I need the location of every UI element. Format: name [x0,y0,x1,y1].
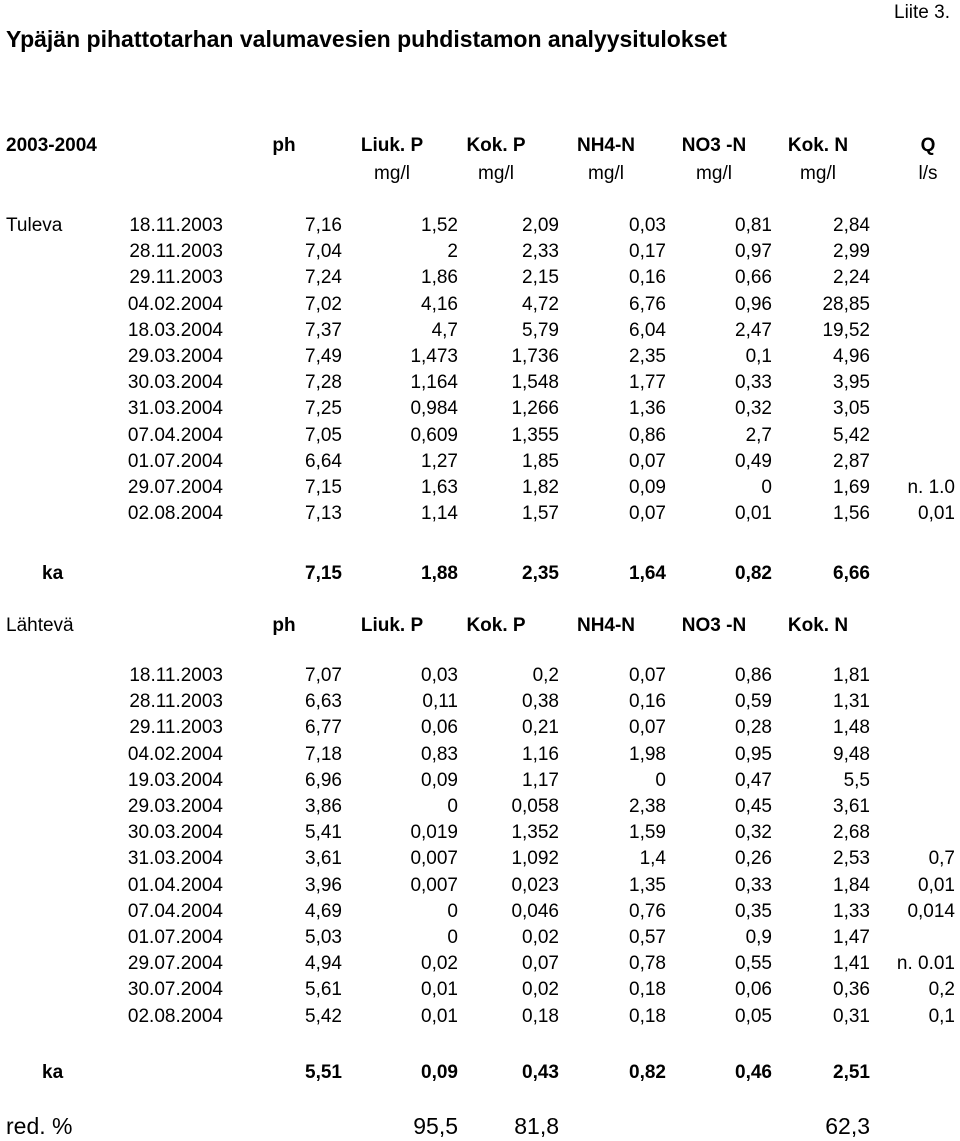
tuleva-cell-no3: 0,32 [735,398,772,420]
lahteva-cell-ph: 4,94 [305,953,342,975]
tuleva-cell-ph: 7,04 [305,241,342,263]
lahteva-cell-kok_p: 0,023 [511,874,559,896]
lahteva-cell-kok_n: 1,41 [833,953,870,975]
lahteva-cell-kok_p: 0,38 [522,691,559,713]
unit-label: l/s [918,163,938,184]
lahteva-column-header: ph [272,615,296,636]
tuleva-date: 31.03.2004 [127,398,223,420]
tuleva-cell-kok_n: 1,69 [833,477,870,498]
lahteva-cell-ph: 6,63 [305,691,342,713]
lahteva-cell-ph: 6,96 [305,769,342,791]
lahteva-cell-liuk_p: 0,11 [422,691,458,713]
lahteva-cell-kok_p: 1,092 [511,848,559,870]
column-header: Kok. P [466,135,526,156]
tuleva-date: 28.11.2003 [129,241,223,263]
tuleva-date: 04.02.2004 [127,293,223,315]
lahteva-cell-no3: 0,95 [735,743,772,765]
lahteva-ka-kok_p: 0,43 [522,1062,559,1083]
lahteva-cell-kok_p: 0,2 [532,665,559,686]
lahteva-date: 29.03.2004 [127,796,223,817]
tuleva-cell-no3: 2,7 [745,424,772,446]
lahteva-cell-q: 0,2 [928,979,955,1001]
lahteva-cell-liuk_p: 0,007 [410,848,458,870]
tuleva-cell-q: 0,01 [918,503,955,525]
lahteva-cell-kok_n: 1,81 [833,665,870,686]
unit-label: mg/l [374,163,410,184]
tuleva-cell-kok_p: 1,548 [511,372,559,394]
tuleva-cell-liuk_p: 1,27 [421,450,458,472]
tuleva-date: 18.03.2004 [127,319,223,341]
tuleva-cell-ph: 7,13 [305,503,342,525]
tuleva-date: 01.07.2004 [127,450,223,472]
tuleva-cell-liuk_p: 0,609 [410,424,458,446]
lahteva-cell-kok_p: 0,07 [522,953,559,975]
lahteva-cell-no3: 0,32 [735,822,772,844]
tuleva-cell-liuk_p: 4,16 [421,293,458,315]
tuleva-cell-nh4: 0,16 [629,267,666,289]
lahteva-cell-kok_n: 5,5 [843,769,870,791]
lahteva-cell-nh4: 0,57 [629,927,666,948]
lahteva-cell-no3: 0,9 [745,927,772,948]
lahteva-cell-q: n. 0.01 [896,953,955,975]
tuleva-cell-kok_p: 1,736 [511,346,559,367]
tuleva-cell-kok_p: 2,15 [522,267,559,289]
tuleva-date: 29.07.2004 [127,477,223,498]
tuleva-cell-no3: 0,66 [735,267,772,289]
lahteva-ka-ph: 5,51 [305,1062,342,1083]
tuleva-cell-nh4: 0,07 [629,450,666,472]
lahteva-cell-liuk_p: 0,007 [410,874,458,896]
tuleva-cell-kok_p: 1,266 [511,398,559,420]
lahteva-cell-liuk_p: 0,019 [410,822,458,844]
lahteva-cell-kok_p: 0,02 [522,979,559,1001]
tuleva-cell-ph: 7,05 [305,424,342,446]
lahteva-date: 28.11.2003 [129,691,223,713]
lahteva-cell-liuk_p: 0 [447,927,458,948]
lahteva-cell-ph: 3,61 [305,848,342,870]
unit-label: mg/l [800,163,836,184]
tuleva-cell-nh4: 0,17 [629,241,666,263]
lahteva-cell-q: 0,01 [918,874,955,896]
tuleva-cell-kok_n: 28,85 [822,293,870,315]
lahteva-cell-liuk_p: 0 [447,900,458,922]
column-header: ph [272,135,296,156]
tuleva-ka-nh4: 1,64 [629,563,666,584]
ka-label: ka [42,563,64,584]
tuleva-cell-kok_p: 5,79 [522,319,559,341]
lahteva-cell-no3: 0,47 [735,769,772,791]
tuleva-cell-liuk_p: 1,52 [421,215,458,236]
tuleva-cell-no3: 0 [761,477,772,498]
column-header: NO3 -N [681,135,747,156]
lahteva-cell-no3: 0,59 [735,691,772,713]
lahteva-cell-kok_n: 3,61 [833,796,870,817]
lahteva-cell-no3: 0,05 [735,1005,772,1027]
column-header: Q [920,135,936,156]
tuleva-cell-kok_n: 4,96 [833,346,870,367]
lahteva-cell-ph: 5,41 [305,822,342,844]
tuleva-cell-q: n. 1.0 [907,477,955,498]
red-liuk_p: 95,5 [413,1113,458,1139]
lahteva-column-header: NO3 -N [681,615,747,636]
lahteva-cell-nh4: 0,76 [629,900,666,922]
tuleva-date: 29.03.2004 [127,346,223,367]
tuleva-cell-kok_n: 19,52 [822,319,870,341]
tuleva-cell-ph: 7,15 [305,477,342,498]
column-header: NH4-N [576,135,636,156]
tuleva-cell-liuk_p: 1,63 [421,477,458,498]
tuleva-ka-no3: 0,82 [735,563,772,584]
tuleva-cell-kok_p: 1,355 [511,424,559,446]
tuleva-cell-nh4: 2,35 [629,346,666,367]
lahteva-date: 29.11.2003 [129,717,223,739]
lahteva-cell-kok_n: 1,48 [833,717,870,739]
lahteva-cell-nh4: 1,59 [629,822,666,844]
tuleva-cell-kok_p: 1,82 [522,477,559,498]
lahteva-cell-nh4: 0,78 [629,953,666,975]
lahteva-cell-kok_n: 1,47 [833,927,870,948]
tuleva-cell-kok_n: 3,95 [833,372,870,394]
lahteva-cell-nh4: 0,16 [629,691,666,713]
tuleva-cell-kok_p: 2,09 [522,215,559,236]
lahteva-cell-q: 0,014 [907,900,955,922]
lahteva-cell-ph: 5,61 [305,979,342,1001]
lahteva-cell-nh4: 0,07 [629,717,666,739]
lahteva-ka-no3: 0,46 [735,1062,772,1083]
red-kok_n: 62,3 [825,1113,870,1139]
tuleva-cell-nh4: 0,09 [629,477,666,498]
tuleva-cell-kok_p: 4,72 [522,293,559,315]
lahteva-cell-no3: 0,28 [735,717,772,739]
tuleva-date: 18.11.2003 [129,215,223,236]
tuleva-cell-kok_n: 2,99 [833,241,870,263]
lahteva-cell-nh4: 0,07 [629,665,666,686]
lahteva-cell-ph: 6,77 [305,717,342,739]
tuleva-cell-nh4: 1,77 [629,372,666,394]
tuleva-cell-ph: 7,28 [305,372,342,394]
lahteva-date: 18.11.2003 [129,665,223,686]
unit-label: mg/l [478,163,514,184]
lahteva-date: 30.03.2004 [127,822,223,844]
lahteva-date: 31.03.2004 [127,848,223,870]
lahteva-date: 30.07.2004 [127,979,223,1001]
tuleva-cell-ph: 7,49 [305,346,342,367]
tuleva-cell-liuk_p: 1,86 [421,267,458,289]
page-label: Liite 3. [894,2,950,23]
tuleva-ka-ph: 7,15 [305,563,342,584]
period-label: 2003-2004 [6,135,97,156]
tuleva-date: 07.04.2004 [127,424,223,446]
red-kok_p: 81,8 [514,1113,559,1139]
tuleva-ka-liuk_p: 1,88 [421,563,458,584]
column-header: Kok. N [787,135,849,156]
lahteva-ka-liuk_p: 0,09 [421,1062,458,1083]
lahteva-cell-kok_n: 0,36 [833,979,870,1001]
tuleva-cell-liuk_p: 2 [447,241,458,263]
tuleva-cell-no3: 0,01 [735,503,772,525]
lahteva-cell-nh4: 1,98 [629,743,666,765]
tuleva-cell-kok_n: 3,05 [833,398,870,420]
lahteva-ka-nh4: 0,82 [629,1062,666,1083]
lahteva-cell-liuk_p: 0,02 [421,953,458,975]
tuleva-cell-nh4: 0,07 [629,503,666,525]
lahteva-cell-ph: 4,69 [305,900,342,922]
lahteva-cell-kok_n: 0,31 [833,1005,870,1027]
lahteva-cell-liuk_p: 0 [447,796,458,817]
lahteva-cell-nh4: 0 [655,769,666,791]
lahteva-date: 01.07.2004 [127,927,223,948]
lahteva-cell-liuk_p: 0,03 [421,665,458,686]
lahteva-date: 19.03.2004 [127,769,223,791]
tuleva-cell-liuk_p: 1,164 [410,372,458,394]
lahteva-date: 01.04.2004 [127,874,223,896]
tuleva-cell-kok_n: 5,42 [833,424,870,446]
lahteva-cell-kok_n: 1,31 [833,691,870,713]
lahteva-cell-no3: 0,06 [735,979,772,1001]
lahteva-column-header: Liuk. P [360,615,424,636]
lahteva-cell-kok_n: 9,48 [833,743,870,765]
tuleva-cell-no3: 0,33 [735,372,772,394]
tuleva-cell-ph: 7,25 [305,398,342,420]
lahteva-cell-nh4: 1,35 [629,874,666,896]
lahteva-cell-kok_p: 0,058 [511,796,559,817]
lahteva-cell-no3: 0,45 [735,796,772,817]
ka-label: ka [42,1062,64,1083]
lahteva-cell-kok_p: 0,046 [511,900,559,922]
lahteva-cell-no3: 0,26 [735,848,772,870]
tuleva-cell-kok_p: 1,57 [522,503,559,525]
lahteva-cell-ph: 5,03 [305,927,342,948]
lahteva-date: 02.08.2004 [127,1005,223,1027]
unit-label: mg/l [588,163,624,184]
lahteva-column-header: NH4-N [576,615,636,636]
lahteva-date: 07.04.2004 [127,900,223,922]
tuleva-cell-kok_p: 1,85 [522,450,559,472]
tuleva-ka-kok_n: 6,66 [833,563,870,584]
tuleva-cell-no3: 0,96 [735,293,772,315]
tuleva-cell-ph: 6,64 [305,450,342,472]
lahteva-cell-kok_n: 1,33 [833,900,870,922]
tuleva-cell-no3: 0,49 [735,450,772,472]
section-label-lahteva: Lähtevä [6,615,74,636]
lahteva-cell-liuk_p: 0,01 [421,979,458,1001]
tuleva-cell-nh4: 1,36 [629,398,666,420]
lahteva-cell-kok_p: 0,18 [522,1005,559,1027]
lahteva-cell-ph: 7,18 [305,743,342,765]
lahteva-cell-kok_p: 1,17 [522,769,559,791]
tuleva-cell-ph: 7,02 [305,293,342,315]
lahteva-ka-kok_n: 2,51 [833,1062,870,1083]
tuleva-cell-liuk_p: 1,14 [421,503,458,525]
lahteva-cell-kok_n: 1,84 [833,874,870,896]
column-header: Liuk. P [360,135,424,156]
section-label-tuleva: Tuleva [6,215,63,236]
tuleva-cell-kok_n: 1,56 [833,503,870,525]
red-label: red. % [6,1113,73,1139]
lahteva-cell-q: 0,7 [928,848,955,870]
lahteva-cell-kok_n: 2,53 [833,848,870,870]
lahteva-cell-q: 0,1 [928,1005,955,1027]
tuleva-cell-no3: 0,97 [735,241,772,263]
lahteva-cell-no3: 0,86 [735,665,772,686]
tuleva-cell-liuk_p: 4,7 [431,319,458,341]
page-title: Ypäjän pihattotarhan valumavesien puhdistamon analyysitulokset [6,26,727,52]
tuleva-cell-ph: 7,16 [305,215,342,236]
tuleva-cell-liuk_p: 1,473 [410,346,458,367]
lahteva-column-header: Kok. N [787,615,849,636]
lahteva-column-header: Kok. P [466,615,526,636]
tuleva-cell-nh4: 6,76 [629,293,666,315]
lahteva-cell-no3: 0,35 [735,900,772,922]
lahteva-cell-nh4: 0,18 [629,1005,666,1027]
tuleva-cell-ph: 7,24 [305,267,342,289]
lahteva-cell-liuk_p: 0,01 [421,1005,458,1027]
lahteva-cell-kok_p: 1,16 [522,743,559,765]
lahteva-cell-kok_n: 2,68 [833,822,870,844]
lahteva-cell-liuk_p: 0,09 [421,769,458,791]
lahteva-cell-ph: 5,42 [305,1005,342,1027]
lahteva-date: 04.02.2004 [127,743,223,765]
tuleva-cell-liuk_p: 0,984 [410,398,458,420]
lahteva-date: 29.07.2004 [127,953,223,975]
tuleva-cell-nh4: 0,86 [629,424,666,446]
unit-label: mg/l [696,163,732,184]
lahteva-cell-liuk_p: 0,06 [421,717,458,739]
tuleva-cell-no3: 0,1 [745,346,772,367]
tuleva-cell-ph: 7,37 [305,319,342,341]
lahteva-cell-no3: 0,55 [735,953,772,975]
lahteva-cell-kok_p: 1,352 [511,822,559,844]
tuleva-cell-no3: 2,47 [735,319,772,341]
lahteva-cell-ph: 3,86 [305,796,342,817]
lahteva-cell-kok_p: 0,21 [522,717,559,739]
tuleva-ka-kok_p: 2,35 [522,563,559,584]
lahteva-cell-nh4: 2,38 [629,796,666,817]
tuleva-cell-nh4: 0,03 [629,215,666,236]
tuleva-date: 30.03.2004 [127,372,223,394]
tuleva-cell-kok_n: 2,87 [833,450,870,472]
lahteva-cell-no3: 0,33 [735,874,772,896]
lahteva-cell-ph: 3,96 [305,874,342,896]
lahteva-cell-liuk_p: 0,83 [421,743,458,765]
tuleva-cell-kok_n: 2,24 [833,267,870,289]
tuleva-date: 02.08.2004 [127,503,223,525]
tuleva-cell-kok_n: 2,84 [833,215,870,236]
tuleva-date: 29.11.2003 [129,267,223,289]
lahteva-cell-kok_p: 0,02 [522,927,559,948]
lahteva-cell-nh4: 0,18 [629,979,666,1001]
lahteva-cell-nh4: 1,4 [639,848,666,870]
tuleva-cell-kok_p: 2,33 [522,241,559,263]
tuleva-cell-nh4: 6,04 [629,319,666,341]
tuleva-cell-no3: 0,81 [735,215,772,236]
lahteva-cell-ph: 7,07 [305,665,342,686]
